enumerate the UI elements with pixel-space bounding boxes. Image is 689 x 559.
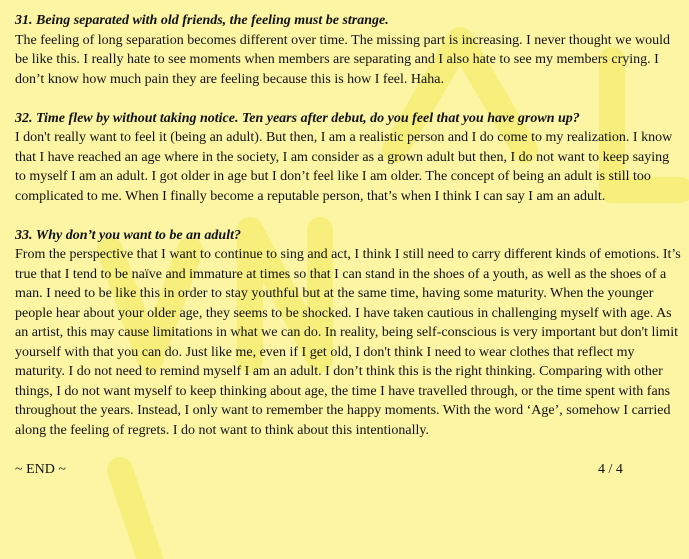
qa-item-31 [15, 11, 681, 89]
document-page [15, 11, 681, 480]
question-32: 32. Time flew by without taking notice. Ten years after debut, do you feel that you have grown up? [15, 110, 580, 126]
answer-32: I don't really want to feel it (being an adult). But then, I am a realistic person and I do come to my realization. I know that I have reached an age where in the society, I am consider as a grown adult but then, I do not want to keep saying to myself I am an adult. I got older in age but I don’t feel like I am older. The concept of being an adult is still too complicated to me. When I finally become a reputable person, that’s when I think I can say I am an adult. [15, 130, 673, 204]
question-33: 33. Why don’t you want to be an adult? [15, 227, 241, 243]
answer-33: From the perspective that I want to continue to sing and act, I think I still need to carry different kinds of emotions. It’s true that I tend to be naïve and immature at times so that I can stand in the shoes of a youth, as well as the shoes of a man. I need to be like this in order to stay youthful but at the same time, having some maturity. When the younger people hear about your older age, they seems to be shocked. I have taken cautious in challenging myself with age. As an artist, this may cause limitations in what we can do. In reality, being self-conscious is very important but don't limit yourself with that you can do. Just like me, even if I get old, I don't think I need to wear clothes that reflect my maturity. I do not need to remind myself I am an adult. I don’t think this is the right thinking. Comparing with other things, I do not want myself to keep thinking about age, the time I have travelled through, or the time spent with fans throughout the years. Instead, I only want to remember the happy moments. With the word ‘Age’, somehow I carried along the feeling of regrets. I do not want to think about this intentionally. [15, 247, 681, 438]
answer-31: The feeling of long separation becomes different over time. The missing part is increasing. I never thought we would be like this. I really hate to see moments when members are separating and I also hate to see my members crying. I don’t know how much pain they are feeling because this is how I feel. Haha. [15, 32, 670, 87]
qa-item-33 [15, 226, 681, 441]
page-number: 4 / 4 [598, 461, 623, 477]
end-marker: ~ END ~ [15, 461, 66, 477]
page-footer [15, 460, 681, 480]
question-31: 31. Being separated with old friends, the feeling must be strange. [15, 13, 389, 28]
qa-item-32 [15, 109, 681, 207]
